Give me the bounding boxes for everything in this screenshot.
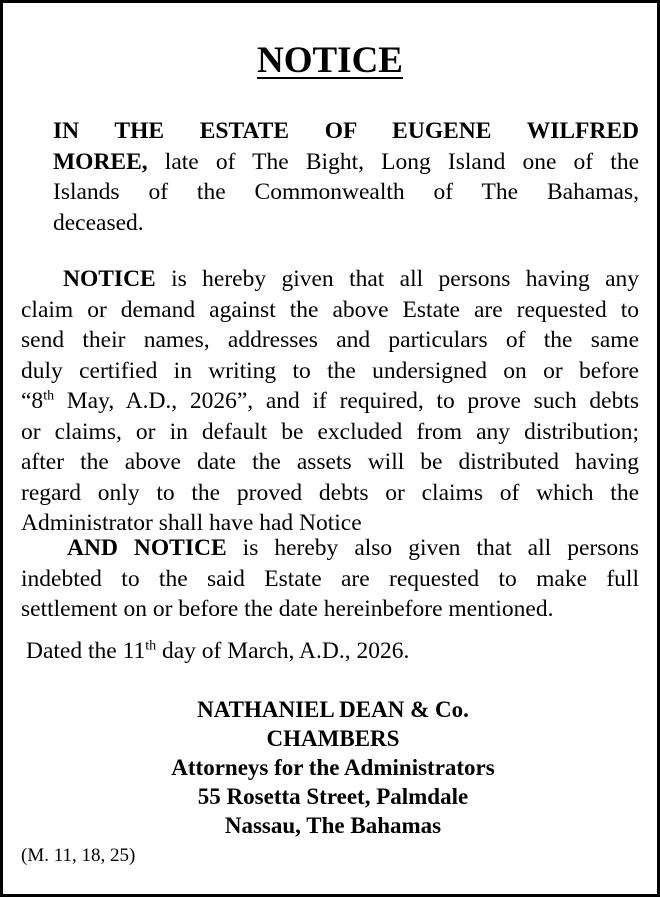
- firm-chambers: CHAMBERS: [266, 726, 400, 751]
- estate-line-2-text: late of The Bight, Long Island one of the: [147, 148, 639, 175]
- signature-block: [3, 695, 660, 840]
- first-notice-line-8: regard only to the proved debts or claims of which the: [21, 479, 639, 506]
- second-notice-line-3: settlement on or before the date hereinbefore mentioned.: [21, 596, 554, 622]
- firm-street: 55 Rosetta Street, Palmdale: [197, 784, 469, 809]
- first-notice-line-2: claim or demand against the above Estate are requested to: [21, 296, 639, 323]
- estate-heading: IN THE ESTATE OF EUGENE WILFRED: [53, 118, 639, 144]
- first-notice-paragraph: [21, 264, 639, 539]
- estate-line-4: deceased.: [53, 209, 144, 236]
- notice-title: NOTICE: [257, 40, 403, 81]
- first-notice-line-1-text: is hereby given that all persons having any: [155, 266, 639, 292]
- first-notice-lead: NOTICE: [63, 266, 156, 292]
- deceased-surname: MOREE,: [53, 148, 148, 175]
- second-notice-paragraph: [21, 533, 639, 625]
- dated-day-suffix: th: [145, 638, 157, 654]
- estate-line-1: [53, 116, 639, 147]
- first-notice-line-3: send their names, addresses and particulars of the same: [21, 327, 639, 353]
- second-notice-line-1: [21, 533, 639, 564]
- dated-line: [26, 636, 409, 666]
- estate-paragraph: [53, 116, 639, 238]
- second-notice-lead: AND NOTICE: [67, 535, 227, 561]
- first-notice-line-9: Administrator shall have had Notice: [21, 510, 362, 536]
- publication-code: (M. 11, 18, 25): [21, 845, 136, 866]
- first-notice-line-7: after the above date the assets will be distributed having: [21, 449, 639, 475]
- firm-name: NATHANIEL DEAN & Co.: [197, 697, 469, 722]
- second-notice-line-2: indebted to the said Estate are requested to make full: [21, 565, 639, 592]
- first-notice-line-4: duly certified in writing to the undersigned on or before: [21, 357, 639, 384]
- estate-line-3: Islands of the Commonwealth of The Bahamas,: [53, 179, 639, 205]
- first-notice-line-5: [21, 386, 639, 417]
- second-notice-line-1-text: is hereby also given that all persons: [226, 535, 639, 561]
- firm-role: Attorneys for the Administrators: [171, 755, 495, 780]
- first-notice-line-5-text: May, A.D., 2026”, and if required, to prove such debts: [54, 388, 639, 414]
- firm-city: Nassau, The Bahamas: [224, 813, 442, 838]
- first-notice-line-1: [21, 264, 639, 295]
- estate-line-2: [53, 147, 639, 178]
- deadline-day-suffix: th: [43, 388, 55, 404]
- dated-day: Dated the 11: [26, 638, 146, 664]
- dated-rest: day of March, A.D., 2026.: [156, 638, 410, 664]
- deadline-day: “8: [21, 388, 44, 414]
- first-notice-line-6: or claims, or in default be excluded from any distribution;: [21, 418, 639, 445]
